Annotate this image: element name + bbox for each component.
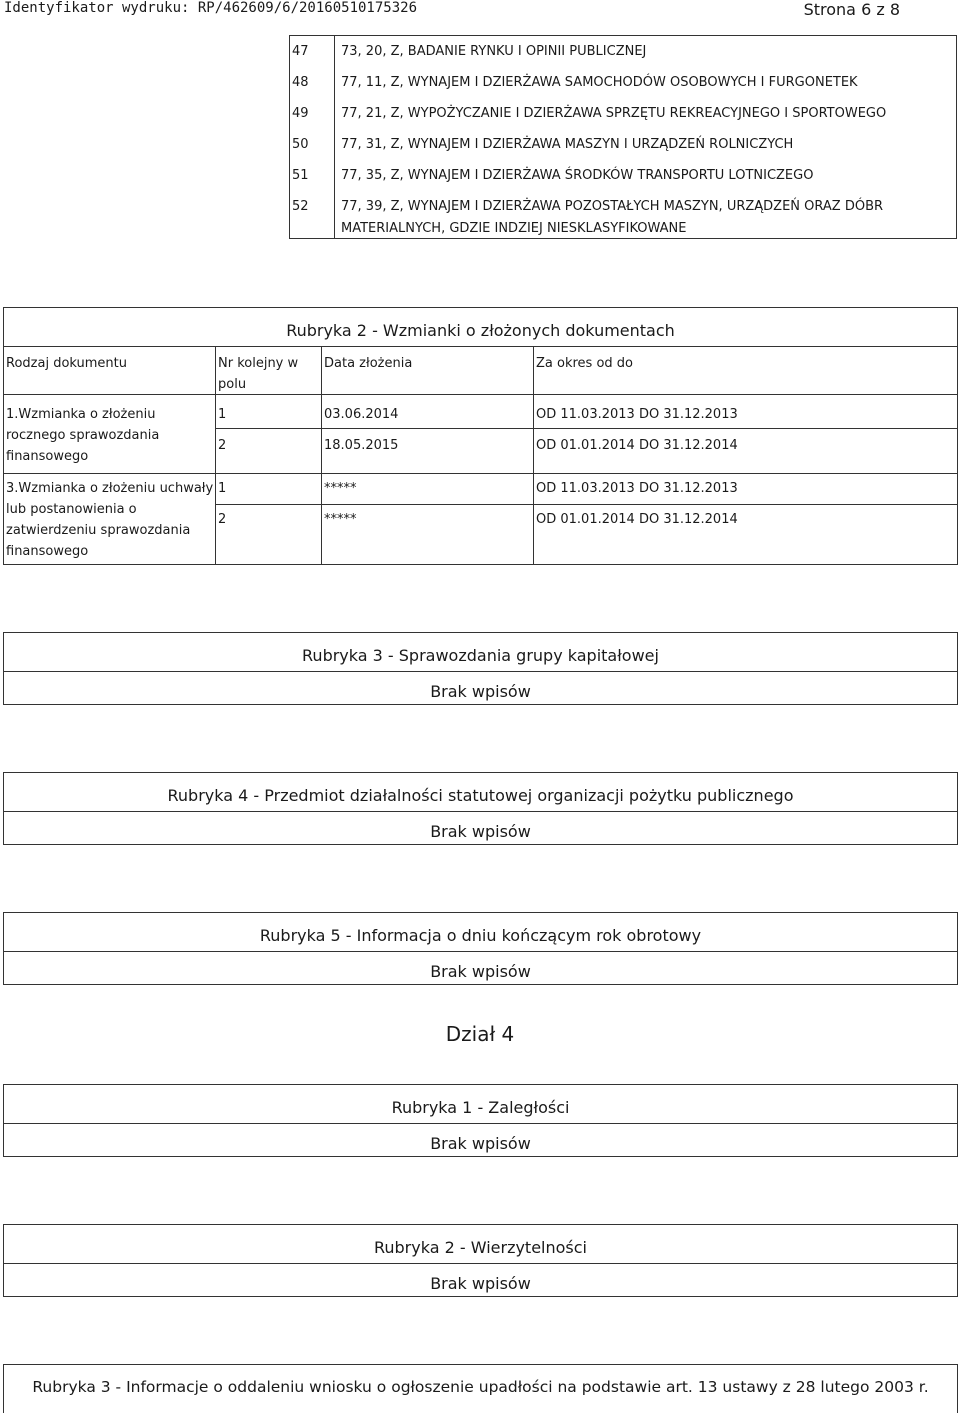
divider [4,346,957,347]
period: OD 01.01.2014 DO 31.12.2014 [536,512,738,527]
pkd-row-number: 49 [292,106,309,121]
label-line: zatwierdzeniu sprawozdania [6,523,191,538]
row-divider [215,504,957,505]
header-period: Za okres od do [536,356,633,371]
page-number: Strona 6 z 8 [803,0,900,19]
filing-date: ***** [324,481,357,496]
pkd-row-text: 77, 31, Z, WYNAJEM I DZIERŻAWA MASZYN I URZĄDZEŃ ROLNICZYCH [341,137,794,152]
period: OD 11.03.2013 DO 31.12.2013 [536,481,738,496]
pkd-row-text: 77, 35, Z, WYNAJEM I DZIERŻAWA ŚRODKÓW TRANSPORTU LOTNICZEGO [341,168,814,183]
divider [4,394,957,395]
divider [4,811,957,812]
section-wierzytelnosci [3,1224,958,1297]
field-number: 1 [218,481,227,496]
pkd-row-number: 48 [292,75,309,90]
section-oddalenie-wniosku [3,1364,958,1413]
divider [4,473,957,474]
division-title: Dział 4 [445,1022,515,1046]
section-title: Rubryka 4 - Przedmiot działalności statutowej organizacji pożytku publicznego [167,786,794,805]
period: OD 01.01.2014 DO 31.12.2014 [536,438,738,453]
label-line: lub postanowienia o [6,502,137,517]
header-date: Data złożenia [324,356,413,371]
label-line: finansowego [6,449,89,464]
pkd-column-divider [334,36,335,238]
pkd-row-number: 47 [292,44,309,59]
pkd-row-text: 73, 20, Z, BADANIE RYNKU I OPINII PUBLICZNEJ [341,44,647,59]
pkd-row-text: 77, 21, Z, WYPOŻYCZANIE I DZIERŻAWA SPRZĘTU REKREACYJNEGO I SPORTOWEGO [341,106,887,121]
document-type-label [6,478,213,562]
filing-date: ***** [324,512,357,527]
pkd-row-text: 77, 39, Z, WYNAJEM I DZIERŻAWA POZOSTAŁYCH MASZYN, URZĄDZEŃ ORAZ DÓBR MATERIALNYCH, GDZIE INDZIEJ NIESKLASYFIKOWANE [341,199,884,236]
field-number: 2 [218,512,227,527]
header-field-no-line: Nr kolejny w [218,356,299,371]
print-identifier: Identyfikator wydruku: RP/462609/6/20160510175326 [4,0,418,16]
filing-date: 03.06.2014 [324,407,399,422]
label-line: rocznego sprawozdania [6,428,160,443]
section-rubryka-4 [3,772,958,845]
section-title: Rubryka 2 - Wzmianki o złożonych dokumentach [286,321,675,340]
section-rubryka-3 [3,632,958,705]
divider [4,671,957,672]
divider [4,1263,957,1264]
label-line: finansowego [6,544,89,559]
section-rubryka-5 [3,912,958,985]
column-divider [533,346,534,564]
section-title: Rubryka 2 - Wierzytelności [373,1238,587,1257]
documents-section [3,307,958,565]
pkd-row-number: 51 [292,168,309,183]
pkd-table [289,35,957,239]
section-title: Rubryka 5 - Informacja o dniu kończącym rok obrotowy [259,926,702,945]
section-title: Rubryka 3 - Informacje o oddaleniu wniosku o ogłoszenie upadłości na podstawie art. 13 ustawy z 28 lutego 2003 r. [32,1378,929,1396]
divider [4,1123,957,1124]
pkd-row-number: 50 [292,137,309,152]
empty-value: Brak wpisów [430,1274,531,1293]
section-title: Rubryka 1 - Zaległości [391,1098,570,1117]
divider [4,951,957,952]
section-zaleglosci [3,1084,958,1157]
label-line: 3.Wzmianka o złożeniu uchwały [6,481,214,496]
field-number: 2 [218,438,227,453]
period: OD 11.03.2013 DO 31.12.2013 [536,407,738,422]
pkd-row-text: 77, 11, Z, WYNAJEM I DZIERŻAWA SAMOCHODÓW OSOBOWYCH I FURGONETEK [341,75,858,90]
section-title: Rubryka 3 - Sprawozdania grupy kapitałowej [302,646,659,665]
document-type-label [6,404,159,467]
empty-value: Brak wpisów [430,962,531,981]
empty-value: Brak wpisów [430,682,531,701]
empty-value: Brak wpisów [430,1134,531,1153]
field-number: 1 [218,407,227,422]
header-field-no-line: polu [218,377,247,392]
row-divider [215,428,957,429]
column-divider [215,346,216,564]
filing-date: 18.05.2015 [324,438,399,453]
pkd-row-number: 52 [292,199,309,214]
header-field-no [218,353,298,395]
header-doc-type: Rodzaj dokumentu [6,356,127,371]
column-divider [321,346,322,564]
label-line: 1.Wzmianka o złożeniu [6,407,156,422]
empty-value: Brak wpisów [430,822,531,841]
